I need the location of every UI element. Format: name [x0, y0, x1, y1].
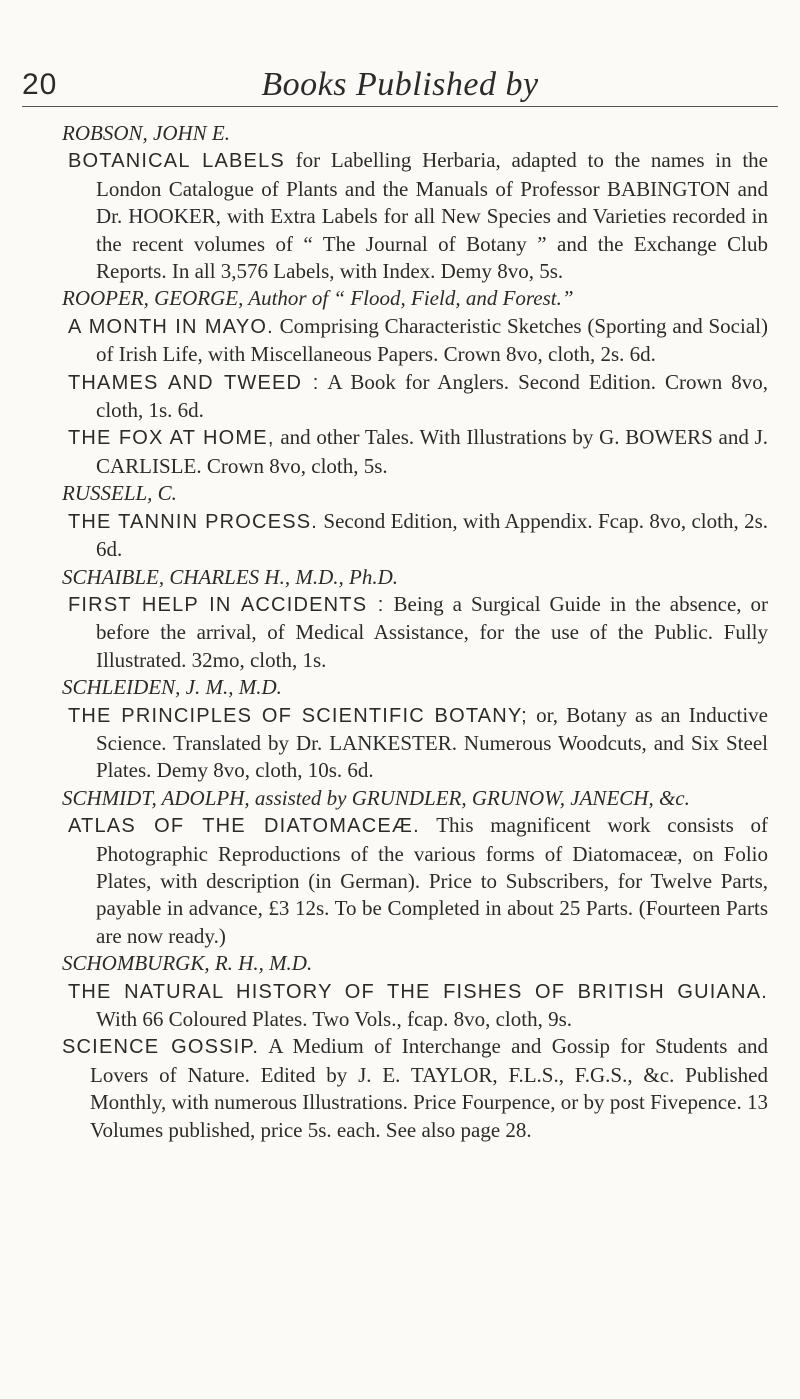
- book-title: ATLAS OF THE DIATOMACEÆ.: [68, 815, 420, 838]
- book-entry: [62, 1033, 768, 1144]
- book-title: FIRST HELP IN ACCIDENTS :: [68, 593, 385, 616]
- book-description: Comprising Characteristic Sketches (Sporting and Social) of Irish Life, with Miscellaneous Papers. Crown 8vo, cloth, 2s. 6d.: [96, 313, 768, 367]
- author-heading: SCHLEIDEN, J. M., M.D.: [62, 675, 282, 700]
- book-title: THAMES AND TWEED :: [68, 371, 320, 394]
- book-description: With 66 Coloured Plates. Two Vols., fcap. 8vo, cloth, 9s.: [96, 1007, 572, 1031]
- book-title: SCIENCE GOSSIP.: [62, 1036, 260, 1059]
- book-entry: [62, 978, 768, 1034]
- author-heading: RUSSELL, C.: [62, 481, 177, 506]
- book-title: A MONTH IN MAYO.: [68, 315, 274, 338]
- header-rule: [22, 106, 778, 107]
- book-description: A Book for Anglers. Second Edition. Crown 8vo, cloth, 1s. 6d.: [96, 369, 768, 423]
- book-description: A Medium of Interchange and Gossip for Students and Lovers of Nature. Edited by J. E. TAYLOR, F.L.S., F.G.S., &c. Published Monthly, with numerous Illustrations. Price Fourpence, or by post Fivepence. 13 Volumes published, price 5s. each. See also page 28.: [90, 1034, 768, 1142]
- book-title: THE PRINCIPLES OF SCIENTIFIC BOTANY;: [68, 704, 528, 727]
- author-heading: SCHOMBURGK, R. H., M.D.: [62, 951, 313, 976]
- page-header: [0, 68, 800, 108]
- book-entry: [62, 591, 768, 674]
- book-title: THE NATURAL HISTORY OF THE FISHES OF BRITISH GUIANA.: [68, 980, 768, 1003]
- author-heading: ROBSON, JOHN E.: [62, 121, 230, 145]
- book-description: This magnificent work consists of Photographic Reproductions of the various forms of Diatomaceæ, on Folio Plates, with description (in German). Price to Subscribers, for Twelve Parts, payable in advance, £3 12s. To be Completed in about 25 Parts. (Fourteen Parts are now ready.): [96, 813, 768, 948]
- book-title: BOTANICAL LABELS: [68, 150, 285, 173]
- page-number: 20: [22, 68, 58, 101]
- book-description: and other Tales. With Illustrations by G. BOWERS and J. CARLISLE. Crown 8vo, cloth, 5s.: [96, 425, 768, 478]
- book-entry: [62, 369, 768, 425]
- catalogue-listing: [62, 120, 768, 1144]
- book-entry: [62, 424, 768, 480]
- book-description: Being a Surgical Guide in the absence, or before the arrival, of Medical Assistance, for the use of the Public. Fully Illustrated. 32mo, cloth, 1s.: [96, 591, 768, 672]
- book-entry: [62, 313, 768, 369]
- book-description: or, Botany as an Inductive Science. Translated by Dr. LANKESTER. Numerous Woodcuts, and Six Steel Plates. Demy 8vo, cloth, 10s. 6d.: [96, 702, 769, 783]
- book-entry: [62, 147, 768, 285]
- author-heading: SCHMIDT, ADOLPH, assisted by GRUNDLER, GRUNOW, JANECH, &c.: [62, 785, 690, 810]
- book-title: THE FOX AT HOME,: [68, 427, 275, 450]
- book-description: for Labelling Herbaria, adapted to the names in the London Catalogue of Plants and the Manuals of Professor BABINGTON and Dr. HOOKER, with Extra Labels for all New Species and Varieties recorded in the recent volumes of “ The Journal of Botany ” and the Exchange Club Reports. In all 3,576 Labels, with Index. Demy 8vo, 5s.: [96, 148, 768, 284]
- book-entry: [62, 702, 768, 785]
- book-title: THE TANNIN PROCESS.: [68, 510, 319, 533]
- book-entry: [62, 812, 768, 950]
- book-entry: [62, 508, 768, 564]
- book-description: Second Edition, with Appendix. Fcap. 8vo, cloth, 2s. 6d.: [96, 508, 768, 562]
- running-title: Books Published by: [261, 66, 539, 103]
- author-heading: SCHAIBLE, CHARLES H., M.D., Ph.D.: [62, 564, 398, 589]
- author-heading: ROOPER, GEORGE, Author of “ Flood, Field, and Forest.”: [62, 286, 574, 311]
